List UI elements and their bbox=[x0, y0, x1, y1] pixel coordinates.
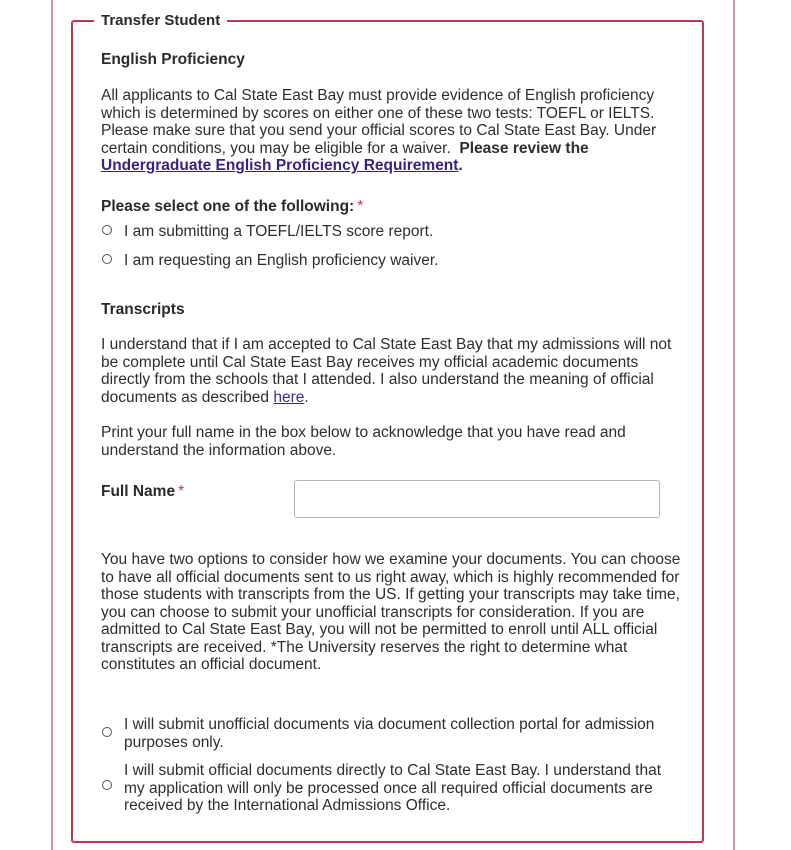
waiver-option-label[interactable]: I am requesting an English proficiency waiver. bbox=[124, 252, 439, 269]
transcripts-text bbox=[101, 336, 676, 406]
select-prompt bbox=[101, 198, 363, 216]
english-proficiency-heading: English Proficiency bbox=[101, 51, 245, 68]
page-left-rule bbox=[51, 0, 53, 850]
english-proficiency-requirement-link[interactable]: Undergraduate English Proficiency Requirement bbox=[101, 157, 459, 174]
review-prefix: Please review the bbox=[459, 139, 589, 157]
transcripts-link-suffix: . bbox=[304, 388, 309, 406]
official-documents-radio[interactable] bbox=[102, 780, 112, 790]
transcripts-heading: Transcripts bbox=[101, 301, 185, 318]
full-name-input[interactable] bbox=[294, 480, 660, 518]
select-prompt-label: Please select one of the following: bbox=[101, 198, 355, 215]
fieldset-legend: Transfer Student bbox=[94, 12, 227, 30]
toefl-ielts-radio[interactable] bbox=[102, 225, 112, 235]
toefl-ielts-option-label[interactable]: I am submitting a TOEFL/IELTS score report. bbox=[124, 223, 434, 240]
unofficial-documents-radio[interactable] bbox=[102, 727, 112, 737]
required-asterisk: * bbox=[357, 198, 364, 215]
waiver-radio[interactable] bbox=[102, 254, 112, 264]
transcripts-body: I understand that if I am accepted to Cal State East Bay that my admissions will not be complete until Cal State East Bay receives my official academic documents directly from the schools that I attended. I also understand the meaning of official documents as described bbox=[101, 336, 672, 406]
page-right-rule bbox=[733, 0, 735, 850]
required-asterisk: * bbox=[178, 483, 185, 500]
unofficial-documents-option-label[interactable]: I will submit unofficial documents via document collection portal for admission purposes only. bbox=[124, 716, 655, 751]
official-documents-option-label[interactable]: I will submit official documents directly to Cal State East Bay. I understand that my application will only be processed once all required official documents are received by the International Admissions Office. bbox=[124, 762, 662, 814]
official-documents-link[interactable]: here bbox=[273, 388, 305, 406]
english-proficiency-body: All applicants to Cal State East Bay must provide evidence of English proficiency which is determined by scores on either one of these two tests: TOEFL or IELTS. Please make sure that you send your official scores to Cal State East Bay. Under certain conditions, you may be eligible for a waiver. bbox=[101, 87, 657, 157]
documents-explanation: You have two options to consider how we examine your documents. You can choose to have all official documents sent to us right away, which is highly recommended for those students with transcripts from the US. If getting your transcripts may take time, you can choose to submit your unofficial transcripts for consideration. If you are admitted to Cal State East Bay, you will not be permitted to enroll until ALL official transcripts are received. *The University reserves the right to determine what constitutes an official document. bbox=[101, 551, 681, 673]
review-suffix: . bbox=[458, 157, 463, 174]
english-proficiency-text bbox=[101, 87, 676, 175]
full-name-label-text: Full Name bbox=[101, 483, 176, 500]
print-name-instruction: Print your full name in the box below to acknowledge that you have read and understand the information above. bbox=[101, 424, 626, 459]
full-name-label bbox=[101, 483, 184, 501]
